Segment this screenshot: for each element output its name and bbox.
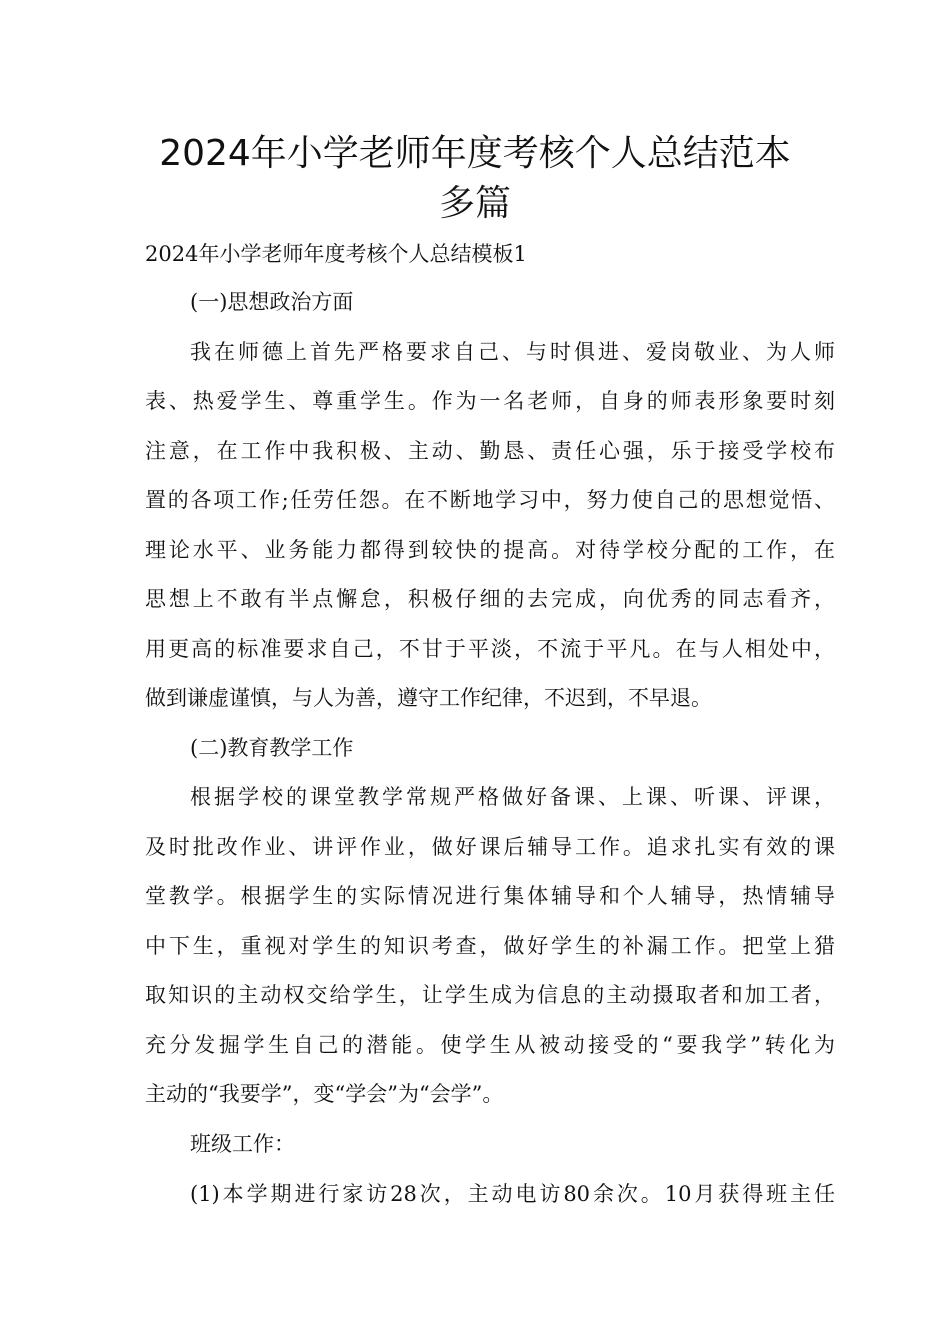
document-title-line-1: 2024年小学老师年度考核个人总结范本 bbox=[159, 133, 791, 174]
paragraph-line: 思想上不敢有半点懈怠，积极仔细的去完成，向优秀的同志看齐， bbox=[145, 587, 835, 611]
paragraph-line: 理论水平、业务能力都得到较快的提高。对待学校分配的工作，在 bbox=[145, 538, 835, 562]
list-item: (1)本学期进行家访28次，主动电访80余次。10月获得班主任 bbox=[190, 1182, 835, 1206]
paragraph-line: 根据学校的课堂教学常规严格做好备课、上课、听课、评课， bbox=[190, 785, 835, 809]
paragraph-line: 充分发掘学生自己的潜能。使学生从被动接受的“要我学”转化为 bbox=[145, 1033, 835, 1057]
paragraph-line: 主动的“我要学”，变“学会”为“会学”。 bbox=[145, 1082, 504, 1106]
section-heading-political: (一)思想政治方面 bbox=[190, 290, 354, 314]
paragraph-line: 表、热爱学生、尊重学生。作为一名老师，自身的师表形象要时刻 bbox=[145, 389, 835, 413]
paragraph-line: 及时批改作业、讲评作业，做好课后辅导工作。追求扎实有效的课 bbox=[145, 835, 835, 859]
paragraph-line: 堂教学。根据学生的实际情况进行集体辅导和个人辅导，热情辅导 bbox=[145, 884, 835, 908]
section-heading-teaching: (二)教育教学工作 bbox=[190, 736, 354, 760]
paragraph-line: 取知识的主动权交给学生，让学生成为信息的主动摄取者和加工者， bbox=[145, 983, 835, 1007]
paragraph-line: 中下生，重视对学生的知识考查，做好学生的补漏工作。把堂上猎 bbox=[145, 934, 835, 958]
paragraph-line: 我在师德上首先严格要求自己、与时俱进、爱岗敬业、为人师 bbox=[190, 340, 835, 364]
document-title-line-2: 多篇 bbox=[438, 183, 511, 224]
document-subtitle: 2024年小学老师年度考核个人总结模板1 bbox=[145, 242, 527, 266]
paragraph-line: 用更高的标准要求自己，不甘于平淡，不流于平凡。在与人相处中， bbox=[145, 637, 835, 661]
paragraph-line: 做到谦虚谨慎，与人为善，遵守工作纪律，不迟到，不早退。 bbox=[145, 686, 712, 710]
paragraph-line: 注意，在工作中我积极、主动、勤恳、责任心强，乐于接受学校布 bbox=[145, 439, 835, 463]
paragraph-line: 置的各项工作;任劳任怨。在不断地学习中，努力使自己的思想觉悟、 bbox=[145, 488, 835, 512]
class-work-heading: 班级工作： bbox=[190, 1132, 295, 1156]
